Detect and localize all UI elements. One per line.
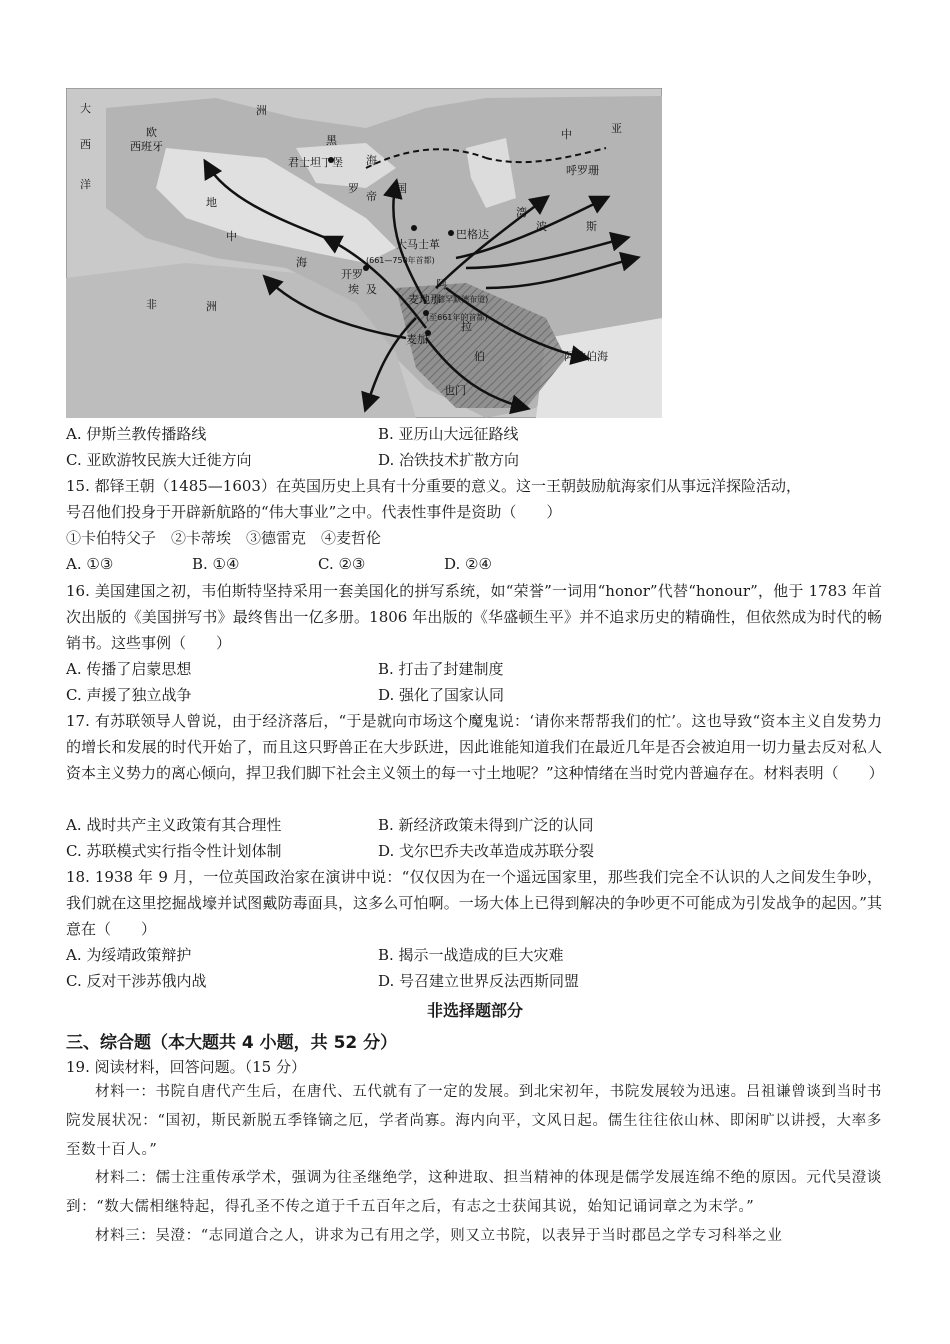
map-label-25: 麦加: [406, 333, 428, 346]
q18-option-d[interactable]: D. 号召建立世界反法西斯同盟: [378, 972, 580, 990]
map-label-16: 大马士革: [396, 238, 440, 251]
map-label-36: 湾: [516, 206, 527, 219]
q14-option-a[interactable]: A. 伊斯兰教传播路线: [66, 425, 207, 443]
q14-option-b[interactable]: B. 亚历山大远征路线: [378, 425, 519, 443]
map-label-26: (穆罕默德布道): [434, 295, 489, 304]
map-label-4: 西班牙: [130, 140, 163, 153]
q18-stem: 18. 1938 年 9 月，一位英国政治家在演讲中说：“仅仅因为在一个遥远国家里，那些我们完全不认识的人之间发生争吵，我们就在这里挖掘战壕并试图戴防毒面具，这多么可怕啊。一场大体上已得到解决的争吵更不可能成为引发战争的起因。”其意在（ ）: [66, 868, 882, 938]
q17-option-d[interactable]: D. 戈尔巴乔夫改革造成苏联分裂: [378, 842, 595, 860]
map-label-27: (至661年的首都): [426, 313, 488, 322]
map-label-37: 也门: [444, 384, 466, 397]
section-nonchoice-title: 非选择题部分: [426, 1001, 523, 1020]
q17-option-b[interactable]: B. 新经济政策未得到广泛的认同: [378, 816, 594, 834]
q16-option-b[interactable]: B. 打击了封建制度: [378, 660, 504, 678]
q15-option-b[interactable]: B. ①④: [192, 555, 240, 573]
q15-stem-line2: 号召他们投身于开辟新航路的“伟大事业”之中。代表性事件是资助（ ）: [66, 503, 562, 521]
q16-stem: 16. 美国建国之初，韦伯斯特坚持采用一套美国化的拼写系统，如“荣誉”一词用“honor”代替“honour”，他于 1783 年首次出版的《美国拼写书》最终售出一亿多册。1806 年出版的《华盛顿生平》并不追求历史的精确性，但依然成为时代的畅销书。这些事例（ ）: [66, 582, 882, 652]
map-label-2: 洋: [80, 178, 91, 191]
q16-option-c[interactable]: C. 声援了独立战争: [66, 686, 192, 704]
map-label-24: 麦地那: [408, 293, 441, 306]
map-label-35: 斯: [586, 220, 597, 233]
islam-spread-map: [66, 88, 662, 418]
map-label-12: 罗: [348, 182, 359, 195]
q17-option-a[interactable]: A. 战时共产主义政策有其合理性: [66, 816, 282, 834]
map-label-10: 海: [366, 154, 377, 167]
map-label-19: 埃: [348, 283, 359, 296]
q17-stem: 17. 有苏联领导人曾说，由于经济落后，“于是就向市场这个魔鬼说：‘请你来帮帮我们的忙’。这也导致“资本主义自发势力的增长和发展的时代开始了，而且这只野兽正在大步跃进，因此谁能知道我们在最近几年是否会被迫用一切力量去反对私人资本主义势力的离心倾向，捍卫我们脚下社会主义领土的每一寸土地呢？”这种情绪在当时党内普遍存在。材料表明（ ）: [66, 712, 884, 782]
q14-option-c[interactable]: C. 亚欧游牧民族大迁徙方向: [66, 451, 252, 469]
map-label-34: 波: [536, 220, 547, 233]
map-label-9: 黑: [326, 134, 337, 147]
q14-option-d[interactable]: D. 冶铁技术扩散方向: [378, 451, 520, 469]
q18-option-c[interactable]: C. 反对干涉苏俄内战: [66, 972, 207, 990]
map-label-11: 君士坦丁堡: [288, 156, 343, 169]
q16-option-d[interactable]: D. 强化了国家认同: [378, 686, 505, 704]
q15-option-a[interactable]: A. ①③: [66, 555, 114, 573]
map-label-5: 地: [206, 196, 217, 209]
map-label-28: 拉: [461, 320, 472, 333]
map-label-7: 海: [296, 256, 307, 269]
map-label-15: 巴格达: [456, 228, 489, 241]
q15-items: ①卡伯特父子 ②卡蒂埃 ③德雷克 ④麦哲伦: [66, 529, 382, 547]
map-label-22: 洲: [206, 300, 217, 313]
map-label-8: 洲: [256, 104, 267, 117]
map-label-20: 及: [366, 283, 377, 296]
map-label-0: 大: [80, 102, 91, 115]
q17-option-c[interactable]: C. 苏联模式实行指令性计划体制: [66, 842, 282, 860]
q19-material-1: 材料一：书院自唐代产生后，在唐代、五代就有了一定的发展。到北宋初年，书院发展较为迅速。吕祖谦曾谈到当时书院发展状况：“国初，斯民新脱五季锋镝之厄，学者尚寡。海内向平，文风日起。儒生往往依山林、即闲旷以讲授，大率多至数十百人。”: [66, 1084, 882, 1158]
q18-option-b[interactable]: B. 揭示一战造成的巨大灾难: [378, 946, 564, 964]
map-label-30: 阿拉伯海: [564, 350, 608, 363]
map-label-23: 阿: [436, 278, 447, 291]
map-label-6: 中: [226, 230, 237, 243]
q19-stem: 19. 阅读材料，回答问题。（15 分）: [66, 1058, 306, 1076]
map-label-31: 亚: [611, 122, 622, 135]
map-label-1: 西: [80, 138, 91, 151]
map-label-32: 中: [561, 128, 572, 141]
map-label-14: 国: [396, 182, 407, 195]
map-label-33: 呼罗珊: [566, 164, 599, 177]
q15-option-c[interactable]: C. ②③: [318, 555, 366, 573]
q16-option-a[interactable]: A. 传播了启蒙思想: [66, 660, 192, 678]
map-label-3: 欧: [146, 126, 157, 139]
map-label-18: 开罗: [341, 268, 363, 281]
q19-material-3: 材料三：吴澄：“志同道合之人，讲求为己有用之学，则又立书院，以表异于当时郡邑之学专习科举之业: [95, 1228, 783, 1244]
q19-material-2: 材料二：儒士注重传承学术，强调为往圣继绝学，这种进取、担当精神的体现是儒学发展连绵不绝的原因。元代吴澄谈到：“数大儒相继特起，得孔圣不传之道于千五百年之后，有志之士获闻其说，始知记诵词章之为末学。”: [66, 1170, 882, 1215]
map-label-13: 帝: [366, 190, 377, 203]
map-svg: [66, 88, 662, 418]
map-label-29: 伯: [474, 350, 485, 363]
q18-option-a[interactable]: A. 为绥靖政策辩护: [66, 946, 192, 964]
map-label-17: (661—750年首都): [366, 256, 435, 265]
q15-stem-line1: 15. 都铎王朝（1485—1603）在英国历史上具有十分重要的意义。这一王朝鼓励航海家们从事远洋探险活动，: [66, 477, 801, 495]
map-label-21: 非: [146, 298, 157, 311]
section-part3-title: 三、综合题（本大题共 4 小题，共 52 分）: [66, 1033, 398, 1053]
q15-option-d[interactable]: D. ②④: [444, 555, 492, 573]
